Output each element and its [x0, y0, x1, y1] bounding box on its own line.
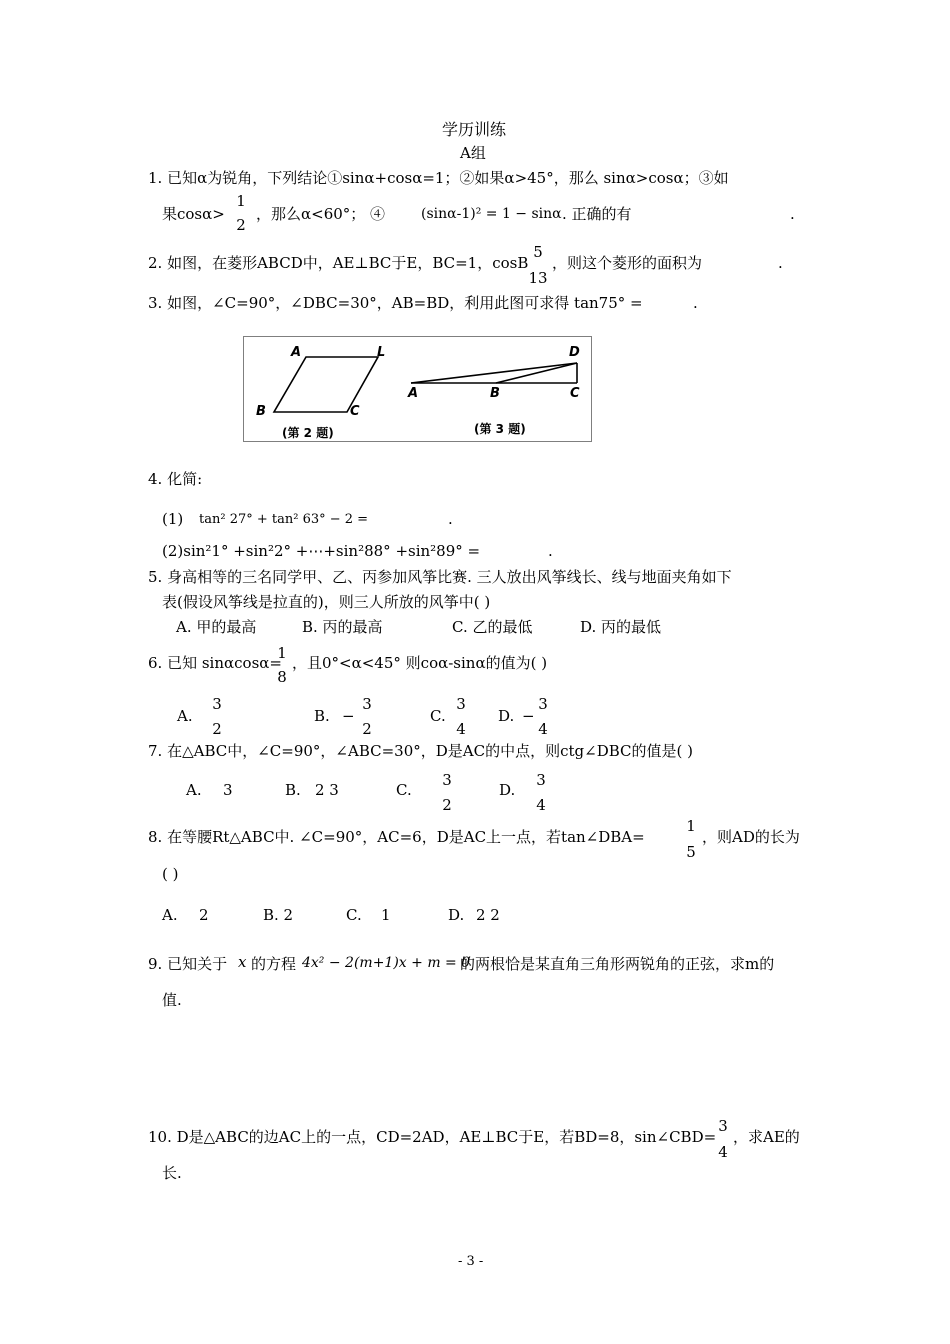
q7-opt-c-num: 3 — [442, 771, 452, 789]
q5-option-d: D. 丙的最低 — [580, 618, 662, 636]
q7-opt-a-label: A. — [186, 781, 202, 799]
q6-opt-b-num: 3 — [362, 695, 372, 713]
page-number: - 3 - — [458, 1254, 484, 1269]
q6-frac-den: 8 — [277, 668, 287, 686]
q8-opt-d-label: D. — [448, 906, 465, 924]
q9-text-a: 9. 已知关于 — [148, 955, 228, 973]
q10-line2: 长. — [162, 1164, 182, 1182]
q1-line2-end: . — [790, 205, 795, 223]
q8-paren: ( ) — [162, 865, 179, 883]
q4-p1-expr: tan² 27° + tan² 63° − 2 = — [199, 512, 369, 527]
q1-frac-num: 1 — [236, 192, 246, 210]
q6-opt-d-num: 3 — [538, 695, 548, 713]
q6-opt-a-den: 2 — [212, 720, 222, 738]
q6-opt-d-den: 4 — [538, 720, 548, 738]
q6-frac-num: 1 — [277, 644, 287, 662]
q1-frac-den: 2 — [236, 216, 246, 234]
q6-opt-b-sign: − — [342, 707, 355, 725]
q10-frac-den: 4 — [718, 1143, 728, 1161]
q5-option-b: B. 丙的最高 — [302, 618, 383, 636]
fig3-line-bd — [496, 363, 577, 383]
q1-line2-c: . 正确的有 — [562, 205, 632, 223]
q6-opt-c-label: C. — [430, 707, 446, 725]
fig2-label-b: B — [256, 404, 266, 419]
fig3-label-c: C — [570, 386, 580, 401]
q1-line2-a: 果cosα> — [162, 205, 225, 223]
q8-opt-c-value: 1 — [381, 906, 391, 924]
q7-opt-b-value: 2 3 — [315, 781, 339, 799]
q10-frac-num: 3 — [718, 1117, 728, 1135]
q1-line2-b: ，那么α<60°； ④ — [256, 205, 386, 223]
q8-opt-a-value: 2 — [199, 906, 209, 924]
group-label: A组 — [460, 144, 486, 162]
q2-frac-den: 13 — [528, 269, 548, 287]
q6-opt-c-den: 4 — [456, 720, 466, 738]
q6-opt-a-num: 3 — [212, 695, 222, 713]
q9-equation: 4x² − 2(m+1)x + m = 0 — [302, 955, 471, 971]
q6-opt-c-num: 3 — [456, 695, 466, 713]
q7-text: 7. 在△ABC中，∠C=90°，∠ABC=30°，D是AC的中点，则ctg∠DBC的值是( ) — [148, 742, 693, 760]
q8-text-a: 8. 在等腰Rt△ABC中. ∠C=90°，AC=6，D是AC上一点，若tan∠DBA= — [148, 828, 645, 846]
q2-frac-num: 5 — [533, 243, 543, 261]
q6-opt-b-label: B. — [314, 707, 330, 725]
q8-text-b: ，则AD的长为 — [702, 828, 800, 846]
q10-text-b: ，求AE的 — [733, 1128, 800, 1146]
q6-opt-d-label: D. — [498, 707, 515, 725]
q8-opt-a-label: A. — [162, 906, 178, 924]
q7-opt-a-value: 3 — [223, 781, 233, 799]
fig2-label-a: A — [291, 345, 302, 360]
fig2-label-l: L — [377, 345, 386, 360]
q5-option-a: A. 甲的最高 — [176, 618, 257, 636]
q4-p1-end: . — [448, 510, 453, 528]
q4-head: 4. 化简: — [148, 470, 203, 488]
q8-opt-b: B. 2 — [263, 906, 294, 924]
q1-line2-math: (sinα-1)² = 1 − sinα — [421, 206, 562, 222]
q7-opt-c-label: C. — [396, 781, 412, 799]
q4-p2: (2)sin²1° +sin²2° +⋯+sin²88° +sin²89° = — [162, 542, 481, 560]
fig3-label-d: D — [569, 345, 580, 360]
q2-text-b: ，则这个菱形的面积为 — [552, 254, 703, 272]
fig3-label-a: A — [408, 386, 419, 401]
q6-text-b: ，且0°<α<45° 则coα-sinα的值为( ) — [292, 654, 548, 672]
q7-opt-b-label: B. — [285, 781, 301, 799]
fig3-line-ad — [411, 363, 577, 383]
fig3-caption: (第 3 题) — [474, 422, 526, 436]
q9-var: x — [238, 953, 247, 971]
q4-p1-label: (1) — [162, 510, 184, 528]
q5-line2: 表(假设风筝线是拉直的)，则三人所放的风筝中( ) — [162, 593, 491, 611]
q5-option-c: C. 乙的最低 — [452, 618, 533, 636]
q3-text: 3. 如图，∠C=90°，∠DBC=30°，AB=BD，利用此图可求得 tan75° = — [148, 294, 643, 312]
q6-opt-d-sign: − — [522, 707, 535, 725]
q2-text: 2. 如图，在菱形ABCD中，AE⊥BC于E，BC=1，cosB — [148, 254, 529, 272]
q6-text-a: 6. 已知 sinαcosα= — [148, 654, 282, 672]
q9-text-b: 的方程 — [251, 955, 297, 973]
q7-opt-d-label: D. — [499, 781, 516, 799]
q4-p2-end: . — [548, 542, 553, 560]
fig3-label-b: B — [490, 386, 500, 401]
q8-frac-num: 1 — [686, 817, 696, 835]
page-title: 学历训练 — [442, 120, 507, 139]
q7-opt-d-num: 3 — [536, 771, 546, 789]
q6-opt-b-den: 2 — [362, 720, 372, 738]
fig2-caption: (第 2 题) — [282, 426, 334, 440]
q2-end: . — [778, 254, 783, 272]
q5-line1: 5. 身高相等的三名同学甲、乙、丙参加风筝比赛. 三人放出风筝线长、线与地面夹角如下 — [148, 568, 732, 586]
q7-opt-c-den: 2 — [442, 796, 452, 814]
q7-opt-d-den: 4 — [536, 796, 546, 814]
q8-frac-den: 5 — [686, 843, 696, 861]
q1-line1: 1. 已知α为锐角，下列结论①sinα+cosα=1；②如果α>45°，那么 sinα>cosα；③如 — [148, 169, 729, 187]
rhombus-shape — [274, 357, 378, 412]
q9-line2: 值. — [162, 991, 182, 1009]
q9-text-c: 的两根恰是某直角三角形两锐角的正弦，求m的 — [460, 955, 775, 973]
q8-opt-c-label: C. — [346, 906, 362, 924]
q10-text-a: 10. D是△ABC的边AC上的一点，CD=2AD，AE⊥BC于E，若BD=8，sin∠CBD= — [148, 1128, 717, 1146]
fig2-label-c: C — [350, 404, 360, 419]
figure-box — [243, 336, 592, 442]
q6-opt-a-label: A. — [177, 707, 193, 725]
q8-opt-d-value: 2 2 — [476, 906, 500, 924]
q3-end: . — [693, 294, 698, 312]
